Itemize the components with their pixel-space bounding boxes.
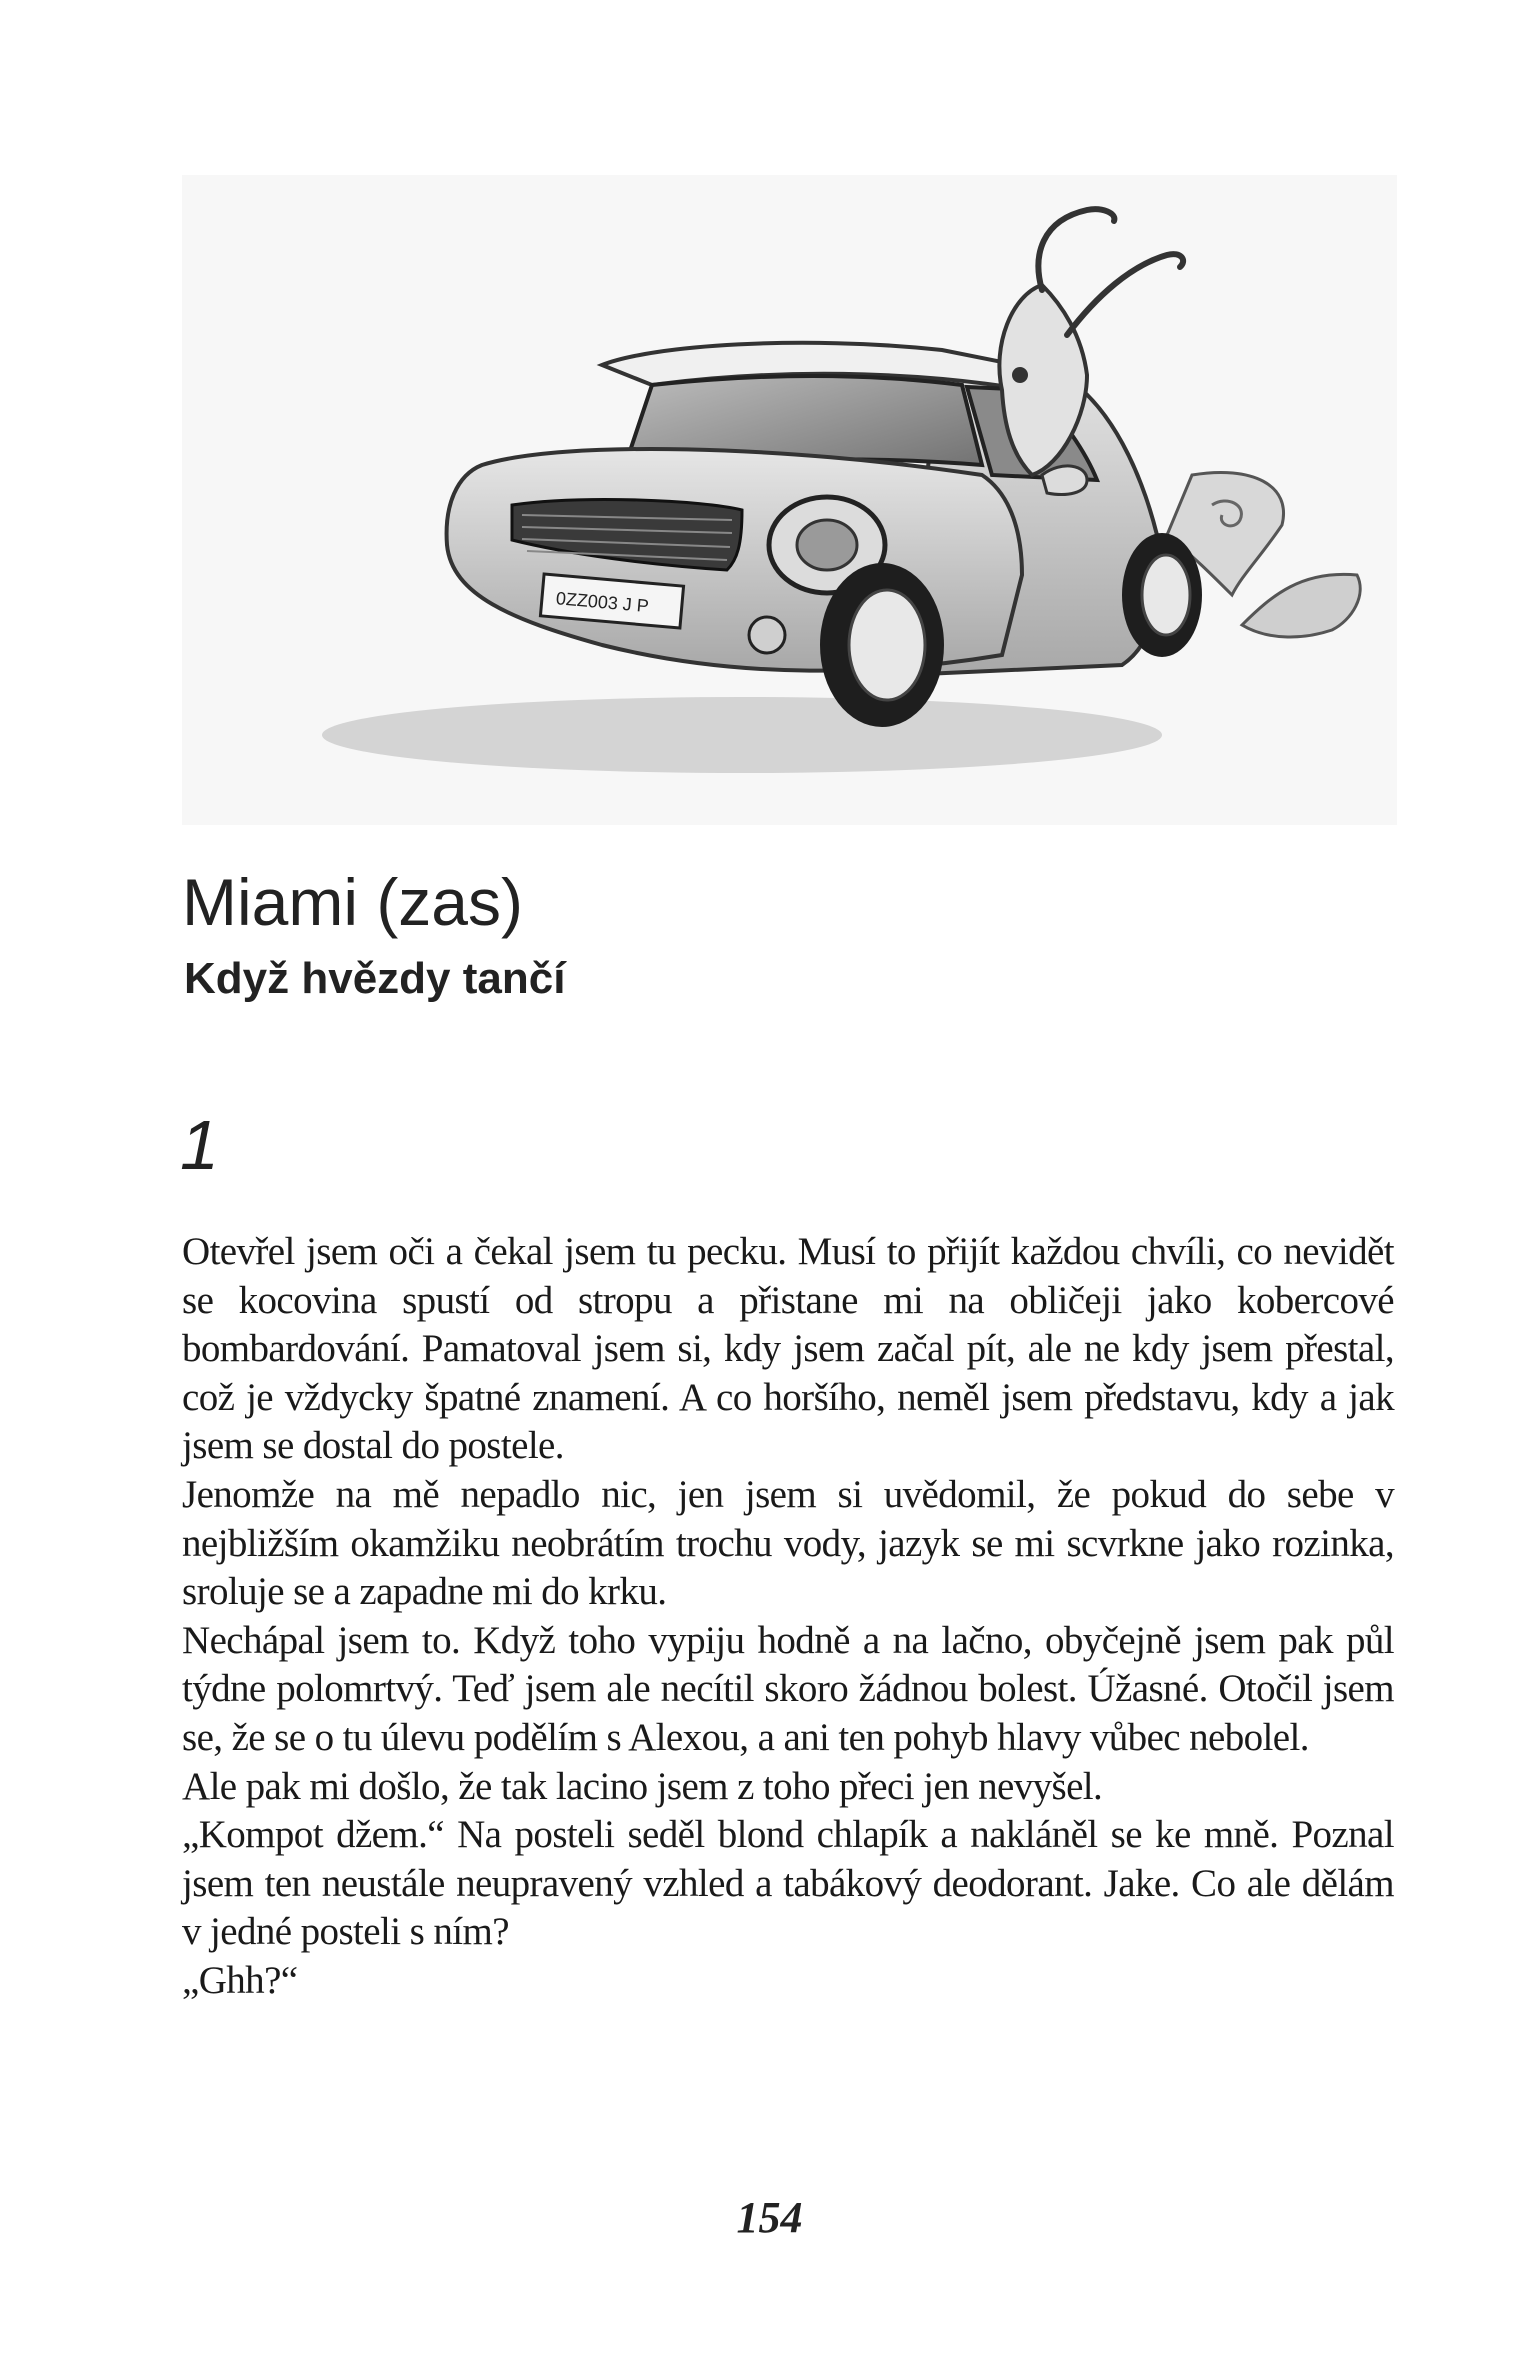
snail-antenna-left xyxy=(1038,209,1114,290)
paragraph: Ale pak mi došlo, že tak lacino jsem z toho přeci jen nevyšel. xyxy=(182,1764,1103,1808)
page-number: 154 xyxy=(736,2193,803,2242)
side-mirror xyxy=(1042,466,1087,495)
car-illustration xyxy=(182,175,1397,825)
license-plate-text: 0ZZ003 J P xyxy=(555,588,650,617)
paragraph: Jenomže na mě nepadlo nic, jen jsem si uvědomil, že pokud do sebe v nejbližším okamžiku neobrátím trochu vody, jazyk se mi scvrkne jako rozinka, sroluje se a zapadne mi do krku. xyxy=(182,1472,1394,1614)
snail-eye xyxy=(1012,367,1028,383)
fog-light xyxy=(749,617,785,653)
snail-antenna-right xyxy=(1067,254,1183,335)
paragraph: Nechápal jsem to. Když toho vypiju hodně a na lačno, obyčejně jsem pak půl týdne polomrtvý. Teď jsem ale necítil skoro žádnou bolest. Úžasné. Otočil jsem se, že se o tu úlevu podělím s Alexou, a ani ten pohyb hlavy vůbec nebolel. xyxy=(182,1618,1394,1759)
ground-shadow xyxy=(322,697,1162,773)
chapter-subtitle: Když hvězdy tančí xyxy=(184,954,566,1003)
paragraph: Otevřel jsem oči a čekal jsem tu pecku. Musí to přijít každou chvíli, co nevidět se kocovina spustí od stropu a přistane mi na obličeji jako kobercové bombardování. Pamatoval jsem si, kdy jsem začal pít, ale ne kdy jsem přestal, což je vždycky špatné znamení. A co horšího, neměl jsem představu, kdy a jak jsem se dostal do postele. xyxy=(182,1230,1394,1468)
shell-fragment-small xyxy=(1242,574,1360,637)
paragraph: „Ghh?“ xyxy=(182,1958,298,2002)
section-number: 1 xyxy=(180,1106,219,1184)
paragraph: „Kompot džem.“ Na posteli seděl blond chlapík a nakláněl se ke mně. Poznal jsem ten neustále neupravený vzhled a tabákový deodorant. Jake. Co ale dělám v jedné posteli s ním? xyxy=(182,1813,1394,1954)
body-text xyxy=(182,1228,1394,2006)
chapter-title: Miami (zas) xyxy=(182,865,523,939)
